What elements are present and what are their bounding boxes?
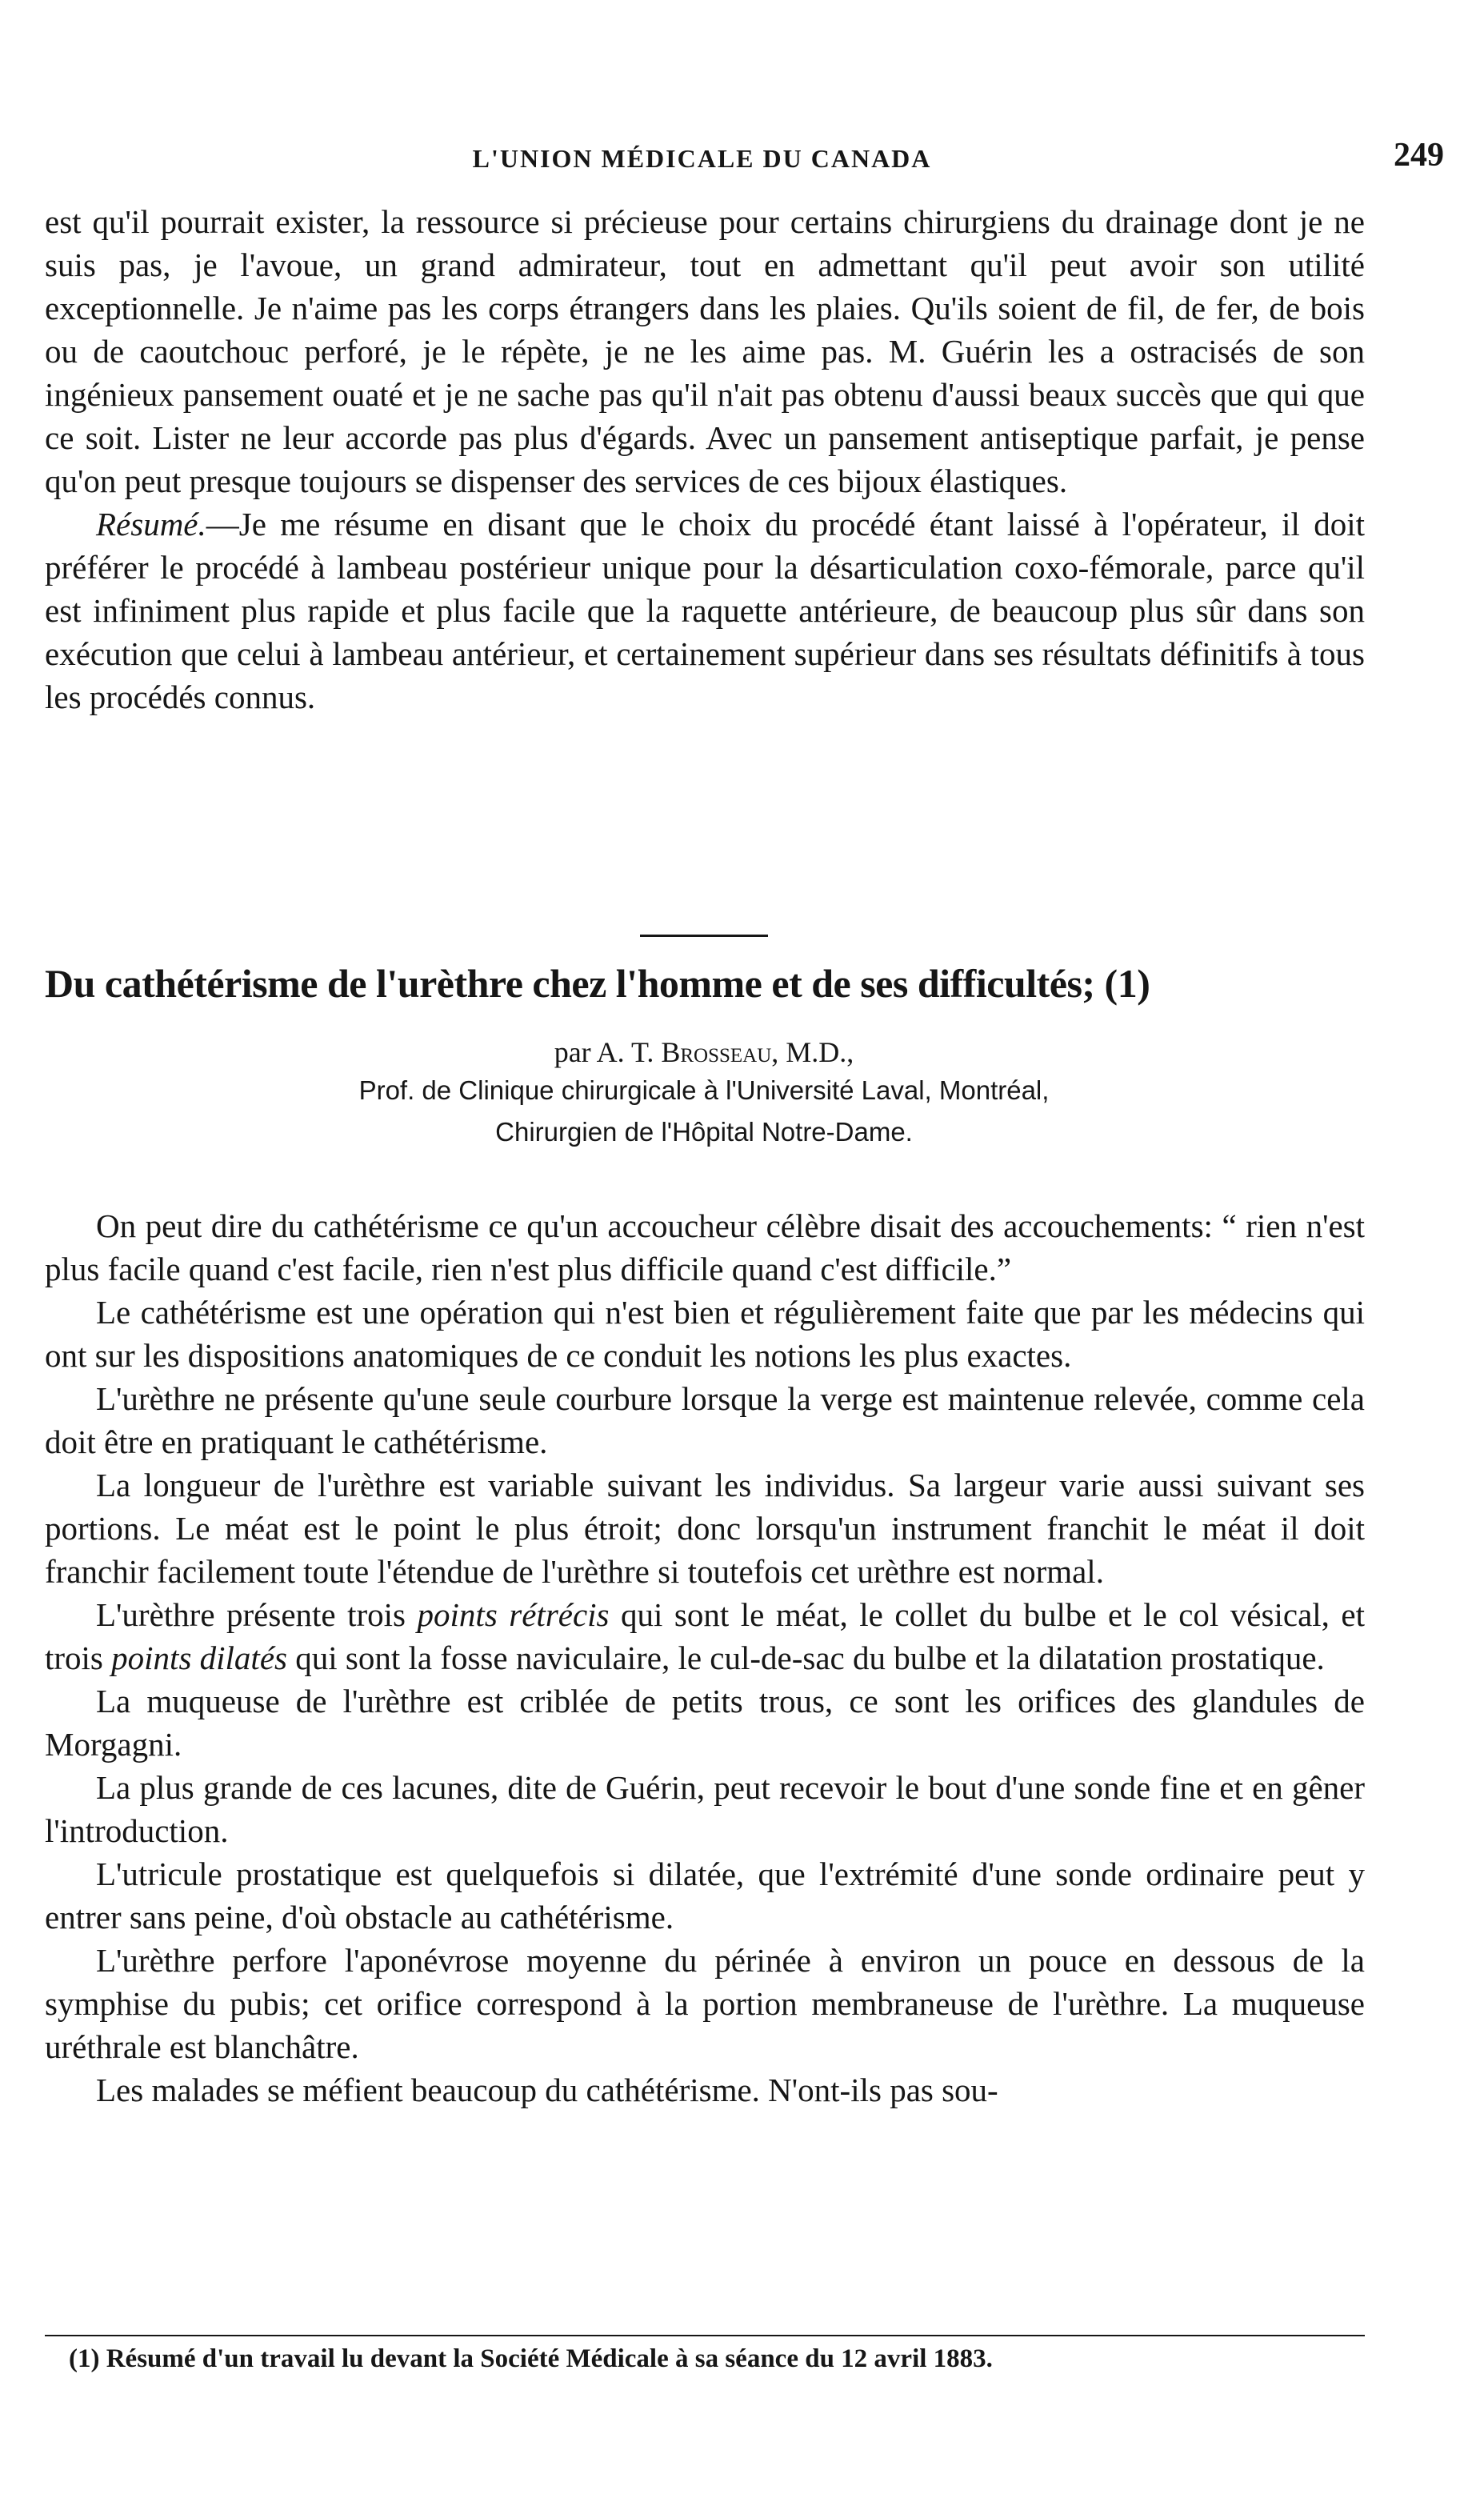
footnote-rule — [45, 2335, 1365, 2336]
byline-prefix: par A. T. — [554, 1036, 662, 1068]
text-run: L'urèthre présente trois — [96, 1596, 418, 1633]
resume-text: —Je me résume en disant que le choix du procédé étant laissé à l'opérateur, il doit préférer le procédé à lambeau postérieur unique pour la désarticulation coxo-fémorale, parce qu'il est infiniment plus rapide et plus facile que la raquette antérieure, de beaucoup plus sûr dans son exécution que celui à lambeau antérieur, et certainement supérieur dans ses résultats définitifs à tous les procédés connus. — [45, 506, 1365, 715]
author-name: Brosseau — [661, 1036, 772, 1068]
body-paragraph: Les malades se méfient beaucoup du cathétérisme. N'ont-ils pas sou- — [96, 2072, 998, 2108]
resume-label: Résumé. — [96, 506, 206, 542]
text-run: qui sont la fosse naviculaire, le cul-de-sac du bulbe et la dilatation prostatique. — [286, 1639, 1325, 1676]
body-paragraph — [45, 1593, 1365, 1679]
body-paragraph: On peut dire du cathétérisme ce qu'un accoucheur célèbre disait des accouchements: “ rien n'est plus facile quand c'est facile, rien n'est plus difficile quand c'est difficile.” — [45, 1207, 1365, 1287]
footnote: (1) Résumé d'un travail lu devant la Société Médicale à sa séance du 12 avril 1883. — [69, 2344, 993, 2373]
continuation-section — [45, 200, 1365, 719]
article-body — [45, 1204, 1365, 2112]
emphasis: points dilatés — [111, 1639, 287, 1676]
body-paragraph: La plus grande de ces lacunes, dite de Guérin, peut recevoir le bout d'une sonde fine et en gêner l'introduction. — [45, 1769, 1365, 1849]
text-run: qui sont le méat, le collet du bulbe et le col vésical, et trois — [45, 1596, 1366, 1676]
emphasis: points rétrécis — [417, 1596, 610, 1633]
byline — [0, 1032, 1408, 1072]
body-paragraph: La muqueuse de l'urèthre est criblée de petits trous, ce sont les orifices des glandules de Morgagni. — [45, 1683, 1365, 1763]
author-affiliation: Prof. de Clinique chirurgicale à l'Université Laval, Montréal, — [358, 1075, 1050, 1105]
body-paragraph: L'utricule prostatique est quelquefois si dilatée, que l'extrémité d'une sonde ordinaire peut y entrer sans peine, d'où obstacle au cathétérisme. — [45, 1855, 1365, 1936]
section-divider — [640, 935, 768, 937]
author-affiliation: Chirurgien de l'Hôpital Notre-Dame. — [495, 1117, 913, 1147]
article-title: Du cathétérisme de l'urèthre chez l'homme et de ses difficultés; (1) — [45, 961, 1150, 1006]
body-paragraph: Le cathétérisme est une opération qui n'est bien et régulièrement faite que par les médecins qui ont sur les dispositions anatomiques de ce conduit les notions les plus exactes. — [45, 1294, 1365, 1374]
journal-title: L'UNION MÉDICALE DU CANADA — [472, 144, 932, 173]
byline-suffix: , M.D., — [771, 1036, 854, 1068]
body-paragraph: L'urèthre ne présente qu'une seule courbure lorsque la verge est maintenue relevée, comme cela doit être en pratiquant le cathétérisme. — [45, 1380, 1365, 1460]
continuation-paragraph: est qu'il pourrait exister, la ressource si précieuse pour certains chirurgiens du drainage dont je ne suis pas, je l'avoue, un grand admirateur, tout en admettant qu'il peut avoir son utilité exceptionnelle. Je n'aime pas les corps étrangers dans les plaies. Qu'ils soient de fil, de fer, de bois ou de caoutchouc perforé, je le répète, je ne les aime pas. M. Guérin les a ostracisés de son ingénieux pansement ouaté et je ne sache pas qu'il n'ait pas obtenu d'aussi beaux succès que qui que ce soit. Lister ne leur accorde pas plus d'égards. Avec un pansement antiseptique parfait, je pense qu'on peut presque toujours se dispenser des services de ces bijoux élastiques. — [45, 203, 1365, 499]
body-paragraph: La longueur de l'urèthre est variable suivant les individus. Sa largeur varie aussi suivant ses portions. Le méat est le point le plus étroit; donc lorsqu'un instrument franchit le méat il doit franchir facilement toute l'étendue de l'urèthre si toutefois cet urèthre est normal. — [45, 1467, 1365, 1590]
resume-paragraph — [45, 502, 1365, 719]
body-paragraph: L'urèthre perfore l'aponévrose moyenne du périnée à environ un pouce en dessous de la symphise du pubis; cet orifice correspond à la portion membraneuse de l'urèthre. La muqueuse uréthrale est blanchâtre. — [45, 1942, 1365, 2065]
page-number: 249 — [1394, 137, 1444, 174]
running-head — [48, 136, 1444, 184]
